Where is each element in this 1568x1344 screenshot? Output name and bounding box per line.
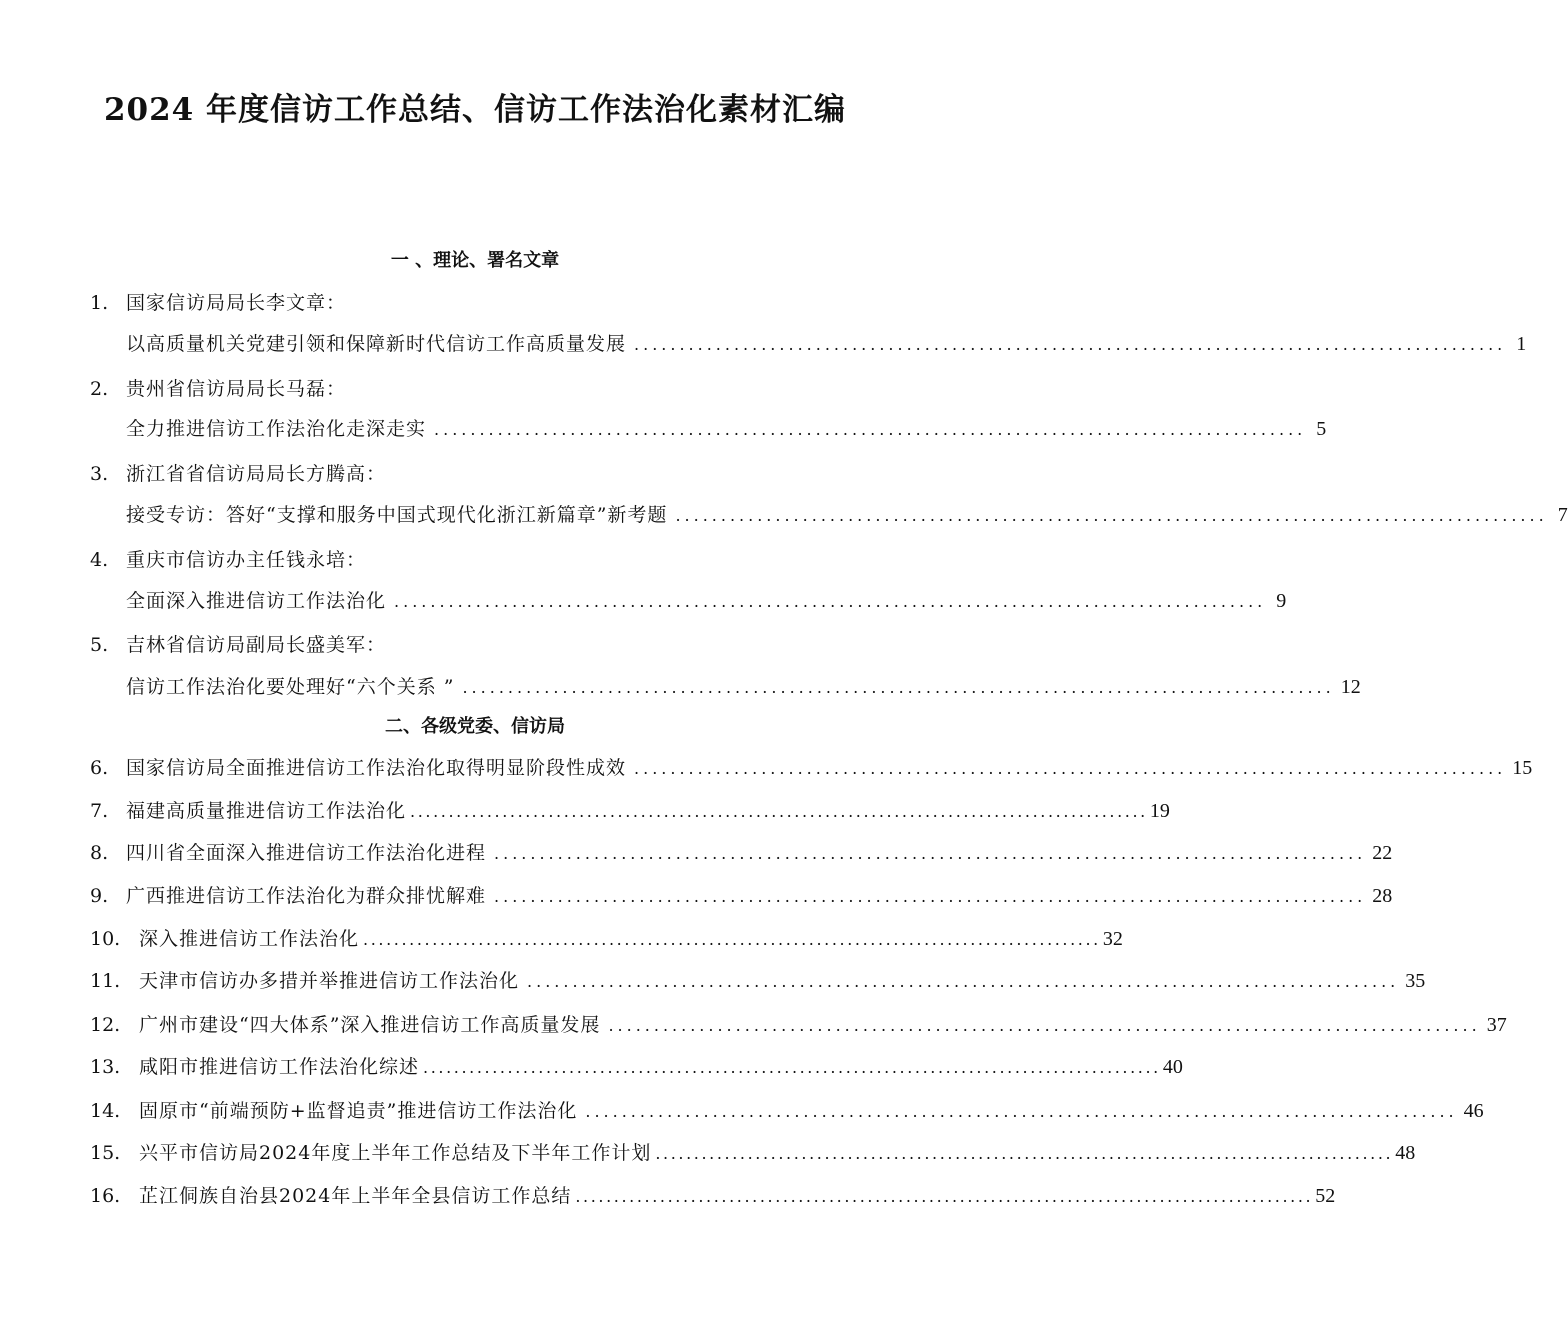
entry-title: 天津市信访办多措并举推进信访工作法治化	[139, 970, 520, 992]
entry-title: 以高质量机关党建引领和保障新时代信访工作高质量发展	[126, 333, 627, 355]
entry-number: 2.	[90, 378, 109, 400]
dot-leader: ................................................................................................	[410, 802, 1148, 821]
entry-number: 12.	[90, 1014, 121, 1036]
dot-leader: ................................................................................................	[634, 759, 1507, 778]
toc-entry[interactable]	[90, 329, 1527, 355]
entry-title: 福建高质量推进信访工作法治化	[126, 800, 407, 822]
entry-page-number: 9	[1276, 590, 1287, 612]
entry-page-number: 12	[1340, 676, 1361, 698]
toc-entry-author	[90, 630, 858, 656]
entry-title: 全力推进信访工作法治化走深走实	[126, 418, 427, 440]
toc-entry[interactable]	[90, 414, 1327, 440]
dot-leader: ................................................................................................	[675, 506, 1548, 525]
entry-number: 1.	[90, 292, 109, 314]
entry-number: 7.	[90, 800, 109, 822]
dot-leader: ................................................................................................	[634, 335, 1507, 354]
dot-leader: ................................................................................................	[423, 1058, 1161, 1077]
dot-leader: ................................................................................................	[575, 1187, 1314, 1206]
entry-title: 固原市“前端预防+监督追责”推进信访工作法治化	[139, 1100, 578, 1122]
section-heading-1: 一 、理论、署名文章	[390, 250, 560, 271]
toc-entry[interactable]	[90, 1138, 1416, 1164]
entry-page-number: 19	[1149, 800, 1170, 822]
entry-title: 国家信访局全面推进信访工作法治化取得明显阶段性成效	[126, 757, 627, 779]
dot-leader: ................................................................................................	[434, 420, 1307, 439]
dot-leader: ................................................................................................	[494, 844, 1367, 863]
entry-page-number: 46	[1463, 1100, 1484, 1122]
entry-number: 15.	[90, 1142, 121, 1164]
toc-entry[interactable]	[90, 1181, 1336, 1207]
toc-entry-author	[90, 374, 858, 400]
toc-entry[interactable]	[90, 796, 1170, 822]
toc-entry[interactable]	[90, 500, 1568, 526]
entry-page-number: 32	[1102, 928, 1123, 950]
entry-page-number: 40	[1162, 1056, 1183, 1078]
dot-leader: ................................................................................................	[655, 1144, 1394, 1163]
entry-number: 10.	[90, 928, 121, 950]
dot-leader: ................................................................................................	[363, 930, 1101, 949]
dot-leader: ................................................................................................	[462, 678, 1335, 697]
entry-title: 深入推进信访工作法治化	[139, 928, 360, 950]
entry-title: 四川省全面深入推进信访工作法治化进程	[126, 842, 487, 864]
dot-leader: ................................................................................................	[608, 1016, 1481, 1035]
dot-leader: ................................................................................................	[394, 592, 1267, 611]
toc-entry[interactable]	[90, 1010, 1507, 1036]
section-heading-2: 二、各级党委、信访局	[385, 716, 565, 737]
entry-title: 芷江侗族自治县2024年上半年全县信访工作总结	[139, 1185, 572, 1207]
entry-title: 广西推进信访工作法治化为群众排忧解难	[126, 885, 487, 907]
entry-number: 5.	[90, 634, 109, 656]
entry-page-number: 15	[1512, 757, 1533, 779]
entry-author: 国家信访局局长李文章：	[126, 292, 347, 314]
entry-page-number: 37	[1486, 1014, 1507, 1036]
entry-number: 8.	[90, 842, 109, 864]
entry-number: 13.	[90, 1056, 121, 1078]
entry-title: 咸阳市推进信访工作法治化综述	[139, 1056, 420, 1078]
entry-author: 浙江省省信访局局长方腾高：	[126, 463, 387, 485]
dot-leader: ................................................................................................	[585, 1102, 1458, 1121]
toc-entry[interactable]	[90, 881, 1393, 907]
entry-page-number: 5	[1316, 418, 1327, 440]
entry-title: 接受专访：答好“支撑和服务中国式现代化浙江新篇章”新考题	[126, 504, 668, 526]
entry-author: 重庆市信访办主任钱永培：	[126, 549, 367, 571]
dot-leader: ................................................................................................	[494, 887, 1367, 906]
entry-number: 11.	[90, 970, 121, 992]
toc-entry-author	[90, 288, 858, 314]
dot-leader: ................................................................................................	[527, 972, 1400, 991]
entry-author: 贵州省信访局局长马磊：	[126, 378, 347, 400]
entry-number: 3.	[90, 463, 109, 485]
entry-title: 兴平市信访局2024年度上半年工作总结及下半年工作计划	[139, 1142, 652, 1164]
toc-entry[interactable]	[90, 838, 1393, 864]
toc-entry[interactable]	[90, 966, 1426, 992]
entry-page-number: 28	[1372, 885, 1393, 907]
entry-page-number: 1	[1516, 333, 1527, 355]
entry-number: 14.	[90, 1100, 121, 1122]
entry-title: 全面深入推进信访工作法治化	[126, 590, 387, 612]
entry-page-number: 35	[1405, 970, 1426, 992]
entry-page-number: 22	[1372, 842, 1393, 864]
entry-title: 信访工作法治化要处理好“六个关系 ”	[126, 676, 455, 698]
document-title: 2024 年度信访工作总结、信访工作法治化素材汇编	[103, 92, 847, 128]
toc-entry[interactable]	[90, 753, 1533, 779]
entry-number: 9.	[90, 885, 109, 907]
entry-number: 6.	[90, 757, 109, 779]
toc-entry[interactable]	[90, 672, 1361, 698]
toc-entry[interactable]	[90, 1052, 1183, 1078]
entry-number: 4.	[90, 549, 109, 571]
entry-author: 吉林省信访局副局长盛美军：	[126, 634, 387, 656]
toc-entry[interactable]	[90, 1096, 1484, 1122]
toc-entry-author	[90, 459, 858, 485]
entry-page-number: 48	[1395, 1142, 1416, 1164]
entry-title: 广州市建设“四大体系”深入推进信访工作高质量发展	[139, 1014, 601, 1036]
entry-page-number: 52	[1315, 1185, 1336, 1207]
toc-entry[interactable]	[90, 924, 1123, 950]
entry-number: 16.	[90, 1185, 121, 1207]
toc-entry-author	[90, 545, 858, 571]
toc-entry[interactable]	[90, 586, 1287, 612]
entry-page-number: 7	[1557, 504, 1568, 526]
